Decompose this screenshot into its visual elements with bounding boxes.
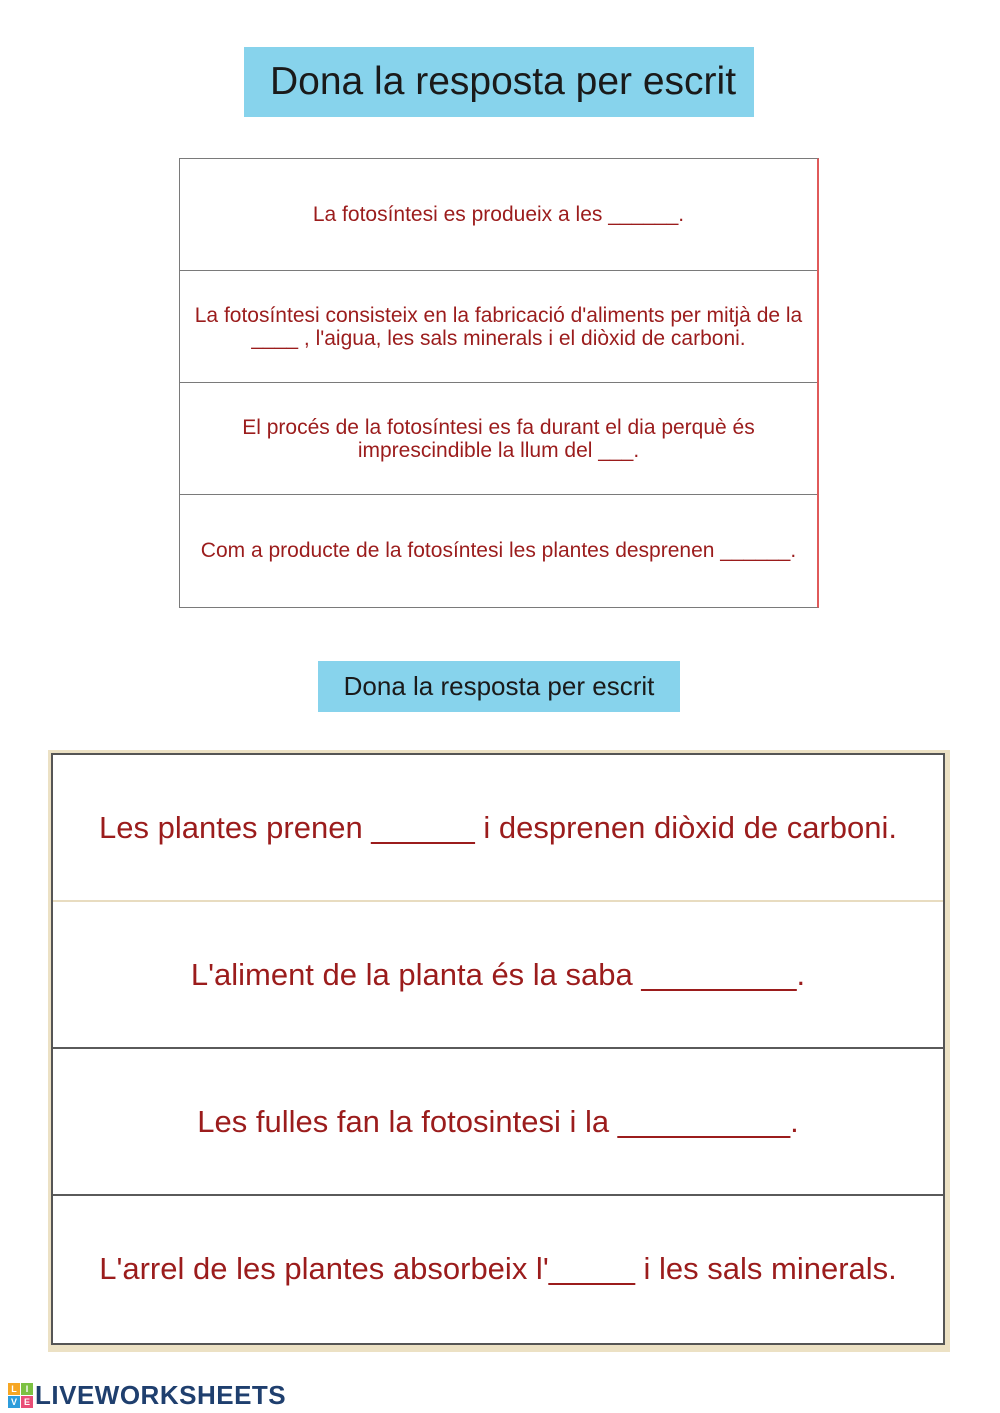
logo-icon-tile: I xyxy=(21,1383,33,1395)
question-table-1 xyxy=(179,158,819,608)
question-row[interactable]: L'aliment de la planta és la saba _________. xyxy=(53,902,943,1049)
question-row[interactable]: El procés de la fotosíntesi es fa durant el dia perquè és imprescindible la llum del ___. xyxy=(180,383,817,495)
question-row[interactable]: Com a producte de la fotosíntesi les plantes desprenen ______. xyxy=(200,539,797,562)
question-table-2 xyxy=(48,750,950,1352)
question-row[interactable]: La fotosíntesi es produeix a les ______. xyxy=(180,159,817,271)
section-title: Dona la resposta per escrit xyxy=(318,661,680,712)
logo-icon-tile: L xyxy=(8,1383,20,1395)
logo-icon xyxy=(8,1383,33,1408)
logo-icon-tile: V xyxy=(8,1396,20,1408)
liveworksheets-logo[interactable] xyxy=(8,1380,286,1410)
logo-icon-tile: E xyxy=(21,1396,33,1408)
question-row[interactable]: Les plantes prenen ______ i desprenen diòxid de carboni. xyxy=(53,755,943,902)
page-title: Dona la resposta per escrit xyxy=(244,47,754,117)
question-row[interactable]: La fotosíntesi consisteix en la fabricació d'aliments per mitjà de la ____ , l'aigua, les sals minerals i el diòxid de carboni. xyxy=(180,271,817,383)
logo-text: LIVEWORKSHEETS xyxy=(35,1379,287,1410)
question-row[interactable]: Les fulles fan la fotosintesi i la __________. xyxy=(53,1049,943,1196)
question-row[interactable]: L'arrel de les plantes absorbeix l'_____ i les sals minerals. xyxy=(99,1251,897,1286)
